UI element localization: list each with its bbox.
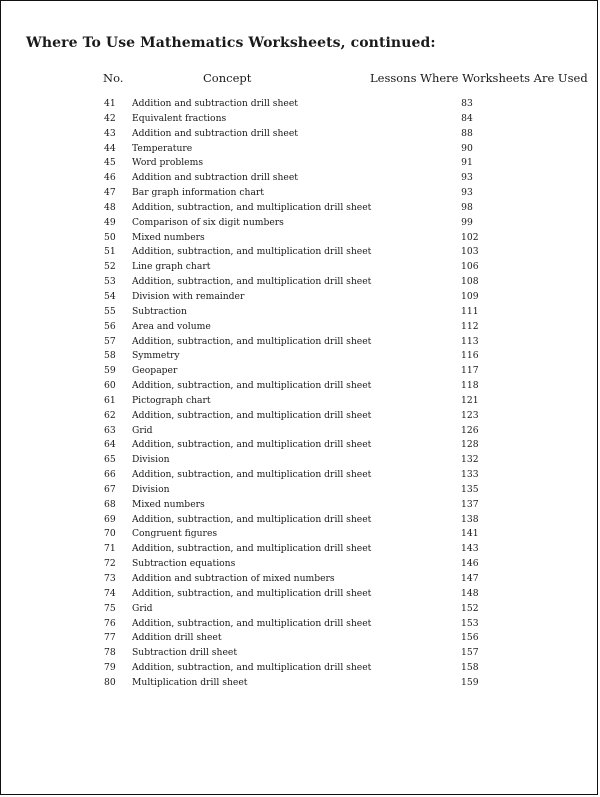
row-concept: Multiplication drill sheet xyxy=(132,676,248,688)
row-concept: Word problems xyxy=(132,157,204,169)
table-row xyxy=(1,379,597,394)
row-concept: Addition, subtraction, and multiplication drill sheet xyxy=(132,587,372,599)
row-lesson: 93 xyxy=(461,187,473,199)
row-lesson: 148 xyxy=(461,587,479,599)
row-lesson: 84 xyxy=(461,112,473,124)
row-number: 65 xyxy=(104,454,116,466)
row-concept: Addition and subtraction of mixed numbers xyxy=(132,573,335,584)
row-number: 79 xyxy=(104,662,116,674)
table-row xyxy=(1,394,597,409)
row-lesson: 90 xyxy=(461,142,473,154)
row-number: 77 xyxy=(104,632,116,644)
row-number: 49 xyxy=(104,216,116,228)
row-concept: Comparison of six digit numbers xyxy=(132,216,284,228)
row-number: 69 xyxy=(104,513,116,525)
table-row xyxy=(1,602,597,617)
row-lesson: 126 xyxy=(461,424,479,436)
row-number: 67 xyxy=(104,483,116,495)
row-number: 48 xyxy=(104,201,116,213)
table-row xyxy=(1,142,597,157)
row-number: 63 xyxy=(104,424,116,436)
row-concept: Grid xyxy=(132,424,153,436)
row-lesson: 153 xyxy=(461,617,479,629)
table-row xyxy=(1,676,597,691)
table-row xyxy=(1,335,597,350)
row-concept: Mixed numbers xyxy=(132,231,205,243)
row-concept: Division with remainder xyxy=(132,290,245,302)
row-number: 76 xyxy=(104,617,116,629)
row-lesson: 99 xyxy=(461,216,473,228)
table-header xyxy=(1,71,597,85)
row-lesson: 156 xyxy=(461,632,479,644)
row-number: 50 xyxy=(104,231,116,243)
row-concept: Addition, subtraction, and multiplication drill sheet xyxy=(132,380,372,392)
table-row xyxy=(1,527,597,542)
row-number: 44 xyxy=(104,142,116,154)
table-row xyxy=(1,127,597,142)
table-row xyxy=(1,438,597,453)
table-row xyxy=(1,275,597,290)
row-lesson: 123 xyxy=(461,409,479,421)
row-concept: Subtraction xyxy=(132,305,187,317)
row-concept: Addition, subtraction, and multiplication drill sheet xyxy=(132,409,372,421)
row-lesson: 128 xyxy=(461,439,479,451)
row-number: 80 xyxy=(104,676,116,688)
row-lesson: 118 xyxy=(461,380,479,392)
row-number: 75 xyxy=(104,602,116,614)
header-lessons: Lessons Where Worksheets Are Used xyxy=(370,71,588,85)
table-row xyxy=(1,349,597,364)
row-number: 46 xyxy=(104,172,116,184)
table-row xyxy=(1,453,597,468)
row-concept: Addition, subtraction, and multiplication drill sheet xyxy=(132,617,372,629)
row-number: 66 xyxy=(104,469,116,481)
row-lesson: 109 xyxy=(461,290,479,302)
table-row xyxy=(1,245,597,260)
table-row xyxy=(1,661,597,676)
row-number: 71 xyxy=(104,543,116,555)
row-lesson: 102 xyxy=(461,231,479,243)
row-lesson: 111 xyxy=(461,305,479,317)
row-lesson: 135 xyxy=(461,483,479,495)
table-row xyxy=(1,364,597,379)
row-number: 45 xyxy=(104,157,116,169)
table-row xyxy=(1,513,597,528)
table-row xyxy=(1,498,597,513)
row-number: 55 xyxy=(104,305,116,317)
row-lesson: 88 xyxy=(461,127,473,139)
row-concept: Symmetry xyxy=(132,350,180,362)
row-concept: Subtraction drill sheet xyxy=(132,647,238,659)
table-row xyxy=(1,409,597,424)
row-number: 54 xyxy=(104,290,116,302)
row-lesson: 138 xyxy=(461,513,479,525)
row-concept: Addition, subtraction, and multiplication drill sheet xyxy=(132,201,372,213)
row-number: 42 xyxy=(104,112,116,124)
row-lesson: 93 xyxy=(461,172,473,184)
row-number: 62 xyxy=(104,409,116,421)
row-number: 57 xyxy=(104,335,116,347)
row-lesson: 141 xyxy=(461,528,479,540)
row-concept: Temperature xyxy=(132,142,193,154)
row-number: 56 xyxy=(104,320,116,332)
row-concept: Addition, subtraction, and multiplication drill sheet xyxy=(132,276,372,288)
table-row xyxy=(1,542,597,557)
row-concept: Addition and subtraction drill sheet xyxy=(132,98,298,109)
row-lesson: 158 xyxy=(461,662,479,674)
row-concept: Addition, subtraction, and multiplication drill sheet xyxy=(132,246,372,258)
table-row xyxy=(1,97,597,112)
table-row xyxy=(1,305,597,320)
row-concept: Division xyxy=(132,483,170,495)
row-number: 60 xyxy=(104,380,116,392)
table-body xyxy=(1,97,597,691)
row-lesson: 147 xyxy=(461,573,479,584)
table-row xyxy=(1,320,597,335)
row-concept: Mixed numbers xyxy=(132,498,205,510)
table-row xyxy=(1,468,597,483)
row-lesson: 121 xyxy=(461,394,479,406)
table-row xyxy=(1,557,597,572)
row-lesson: 152 xyxy=(461,602,479,614)
table-row xyxy=(1,631,597,646)
row-concept: Geopaper xyxy=(132,365,178,377)
table-row xyxy=(1,290,597,305)
row-number: 73 xyxy=(104,573,116,584)
row-lesson: 116 xyxy=(461,350,479,362)
row-concept: Addition, subtraction, and multiplication drill sheet xyxy=(132,662,372,674)
row-number: 52 xyxy=(104,261,116,273)
table-row xyxy=(1,201,597,216)
row-concept: Subtraction equations xyxy=(132,558,236,570)
row-concept: Division xyxy=(132,454,170,466)
row-lesson: 143 xyxy=(461,543,479,555)
table-row xyxy=(1,216,597,231)
row-concept: Addition, subtraction, and multiplication drill sheet xyxy=(132,513,372,525)
row-lesson: 132 xyxy=(461,454,479,466)
row-number: 61 xyxy=(104,394,116,406)
table-row xyxy=(1,424,597,439)
page-title: Where To Use Mathematics Worksheets, continued: xyxy=(26,35,436,51)
table-row xyxy=(1,231,597,246)
row-number: 64 xyxy=(104,439,116,451)
table-row xyxy=(1,171,597,186)
table-row xyxy=(1,587,597,602)
row-lesson: 137 xyxy=(461,498,479,510)
table-row xyxy=(1,260,597,275)
table-row xyxy=(1,572,597,587)
row-number: 41 xyxy=(104,98,116,109)
table-row xyxy=(1,112,597,127)
row-number: 78 xyxy=(104,647,116,659)
row-number: 47 xyxy=(104,187,116,199)
row-lesson: 108 xyxy=(461,276,479,288)
row-concept: Addition, subtraction, and multiplication drill sheet xyxy=(132,469,372,481)
row-lesson: 112 xyxy=(461,320,479,332)
table-row xyxy=(1,646,597,661)
table-row xyxy=(1,483,597,498)
row-lesson: 113 xyxy=(461,335,479,347)
row-lesson: 83 xyxy=(461,98,473,109)
row-lesson: 91 xyxy=(461,157,473,169)
row-number: 68 xyxy=(104,498,116,510)
header-concept: Concept xyxy=(203,71,252,85)
row-lesson: 159 xyxy=(461,676,479,688)
table-row xyxy=(1,156,597,171)
row-number: 59 xyxy=(104,365,116,377)
header-no: No. xyxy=(103,71,124,85)
row-concept: Addition and subtraction drill sheet xyxy=(132,127,298,139)
row-lesson: 133 xyxy=(461,469,479,481)
row-number: 58 xyxy=(104,350,116,362)
row-number: 43 xyxy=(104,127,116,139)
row-concept: Area and volume xyxy=(132,320,211,332)
row-concept: Addition drill sheet xyxy=(132,632,222,644)
row-concept: Line graph chart xyxy=(132,261,211,273)
row-concept: Addition and subtraction drill sheet xyxy=(132,172,298,184)
row-lesson: 103 xyxy=(461,246,479,258)
row-number: 53 xyxy=(104,276,116,288)
row-concept: Pictograph chart xyxy=(132,394,211,406)
row-concept: Addition, subtraction, and multiplication drill sheet xyxy=(132,439,372,451)
row-concept: Grid xyxy=(132,602,153,614)
row-concept: Addition, subtraction, and multiplication drill sheet xyxy=(132,543,372,555)
row-concept: Congruent figures xyxy=(132,528,218,540)
table-row xyxy=(1,186,597,201)
row-lesson: 98 xyxy=(461,201,473,213)
row-number: 72 xyxy=(104,558,116,570)
table-row xyxy=(1,617,597,632)
row-number: 74 xyxy=(104,587,116,599)
row-lesson: 157 xyxy=(461,647,479,659)
row-concept: Bar graph information chart xyxy=(132,187,265,199)
row-number: 70 xyxy=(104,528,116,540)
row-lesson: 117 xyxy=(461,365,479,377)
row-lesson: 146 xyxy=(461,558,479,570)
row-number: 51 xyxy=(104,246,116,258)
row-lesson: 106 xyxy=(461,261,479,273)
row-concept: Addition, subtraction, and multiplication drill sheet xyxy=(132,335,372,347)
row-concept: Equivalent fractions xyxy=(132,112,227,124)
